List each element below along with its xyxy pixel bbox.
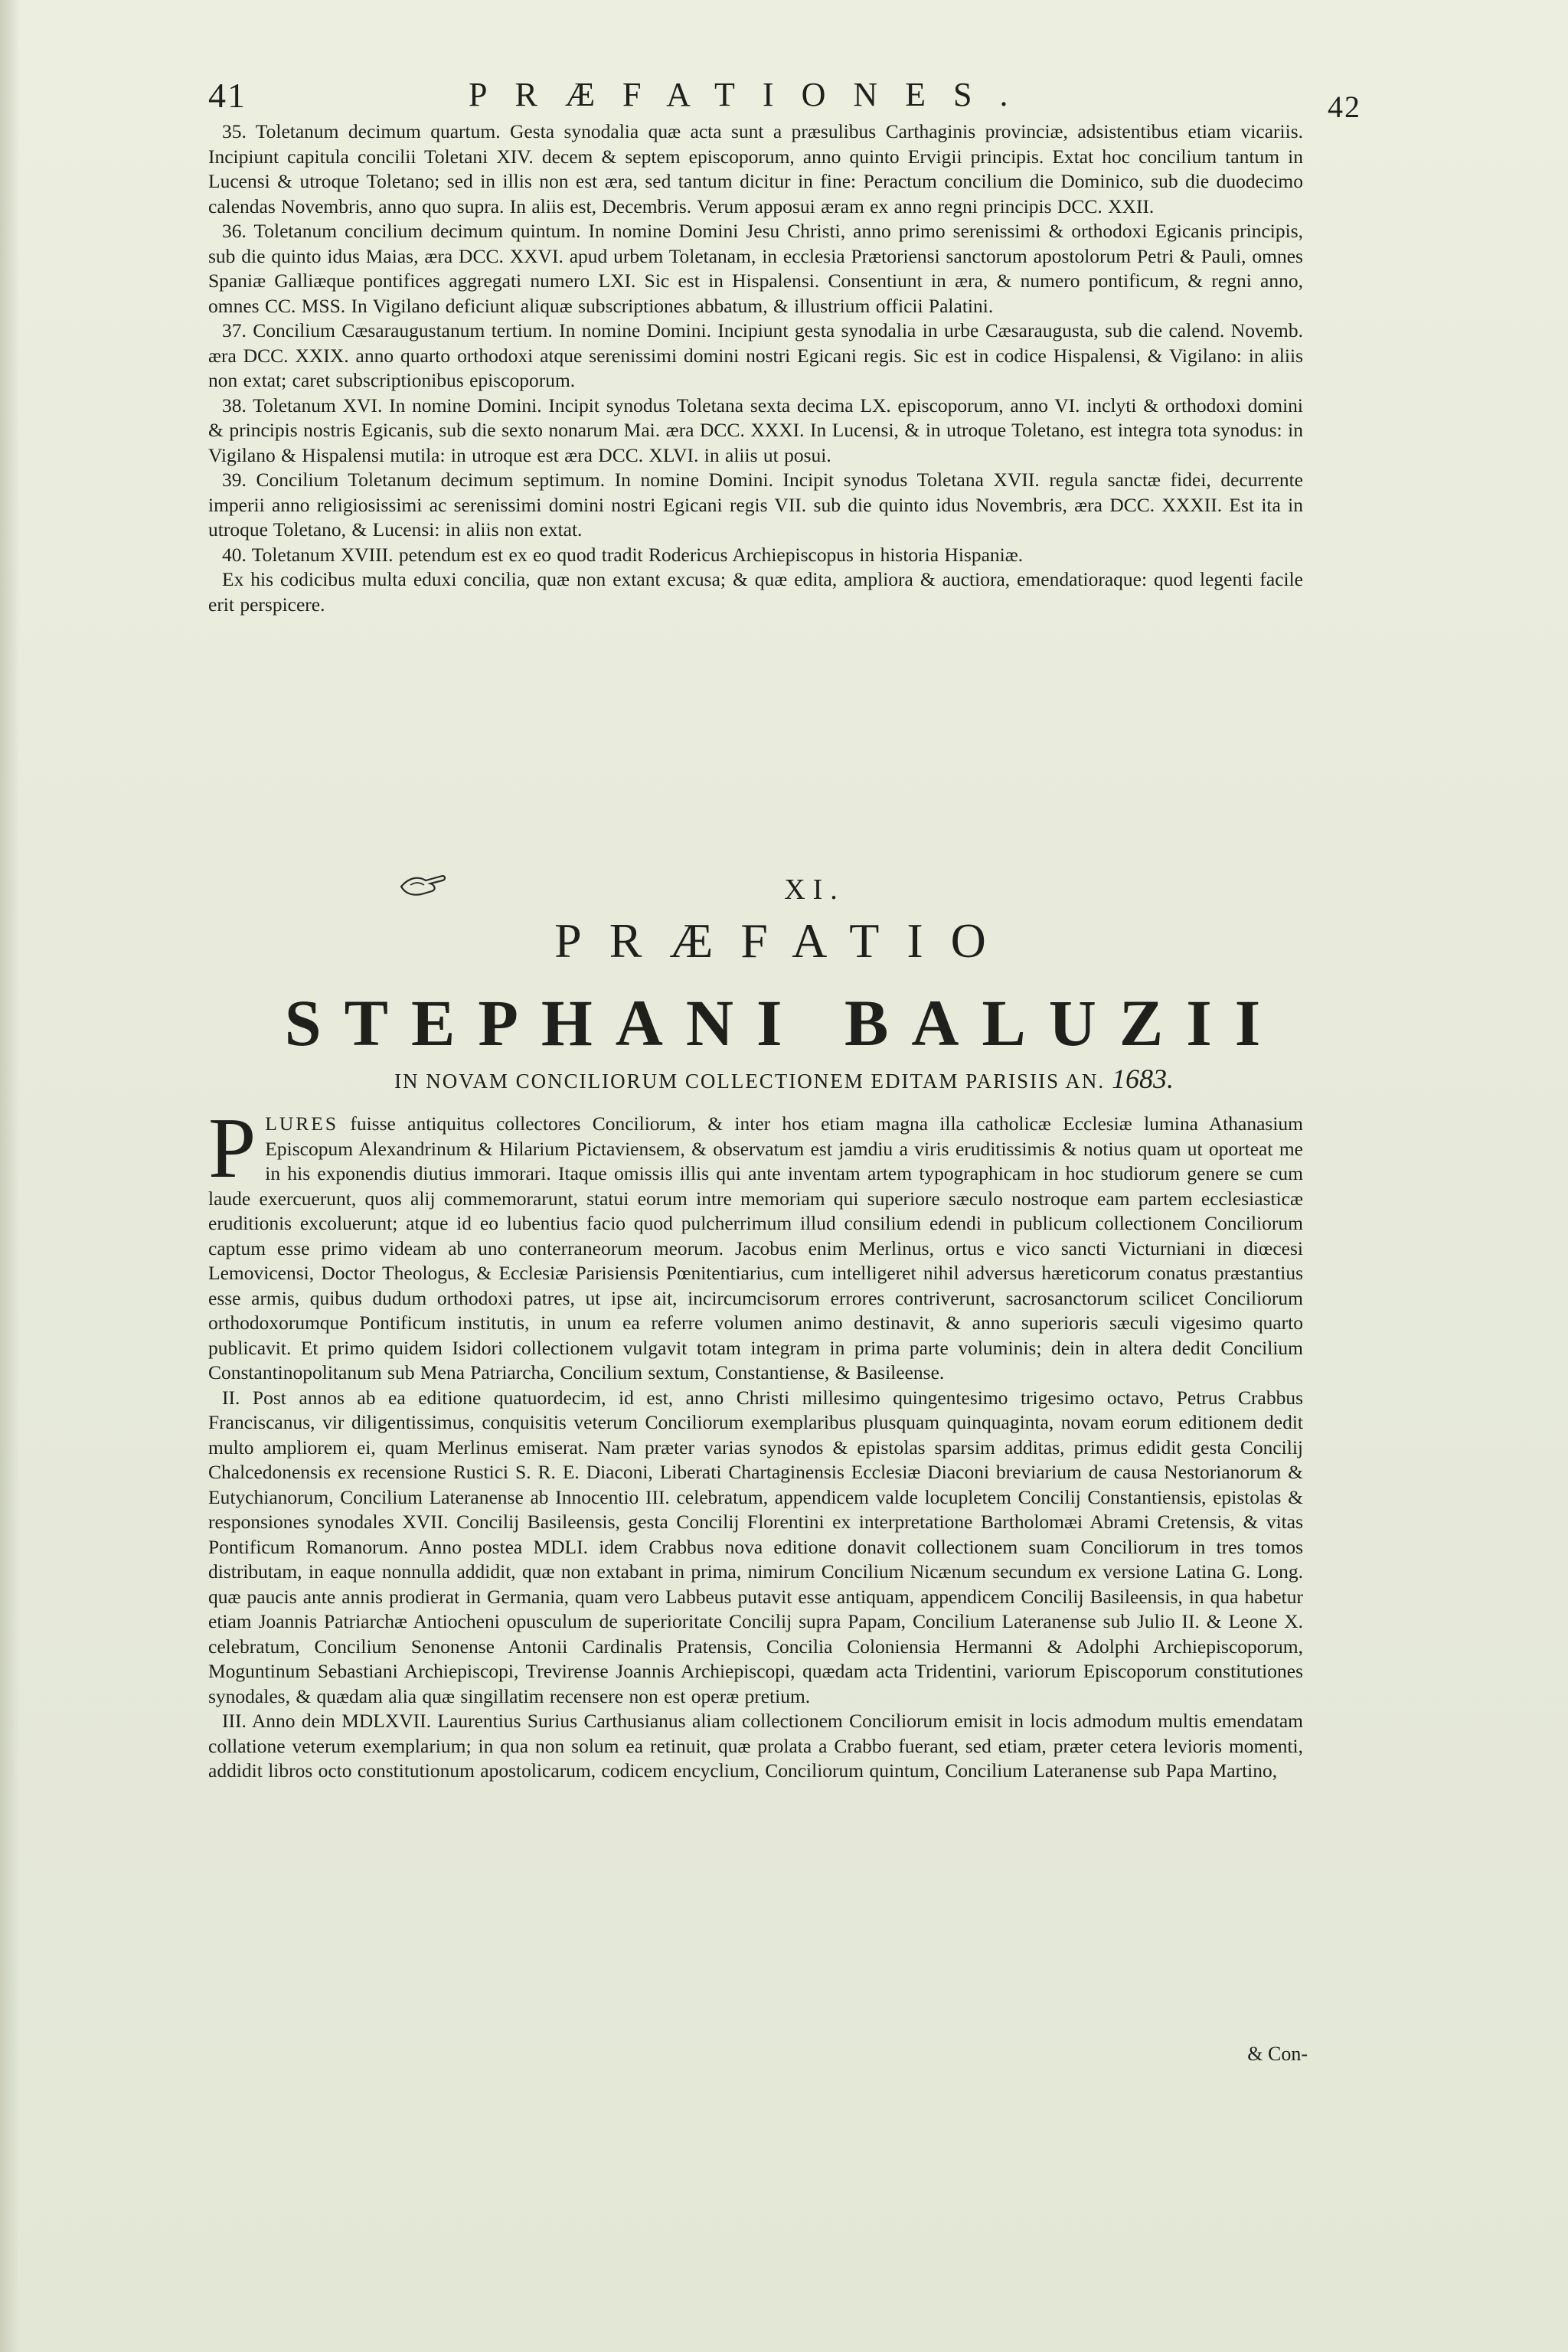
entry-40: 40. Toletanum XVIII. petendum est ex eo quod tradit Rodericus Archiepiscopus in historia Hispaniæ. xyxy=(222,543,1024,566)
preface-heading: PRÆFATIO xyxy=(554,913,1014,968)
body-paragraph-1-text: fuisse antiquitus collectores Conciliorum, & inter hos etiam magna illa catholicæ Ecclesiæ lumina Athanasium Episcopum Alexandrinum & Hilarium Pictaviensem, & observatum est jamdiu a viris eruditissimis & notius quam ut oporteat me in his exponendis diutius immorari. Itaque omissis illis qui ante inventam artem typographicam in hoc studiorum genere se cum laude exercuerunt, quos alij commemorarunt, statui eorum intre memoriam qui superiore sæculo nostroque eam partem ecclesiasticæ eruditionis excoluerunt; atque id eo lubentius facio quod pulcherrimum illud consilium edendi in publicum collectionem Conciliorum captum esse primo videam ab uno conterraneorum meorum. Jacobus enim Merlinus, ortus e vico sancti Victurniani in diœcesi Lemovicensi, Doctor Theologus, & Ecclesiæ Parisiensis Pœnitentiarius, cum intelligeret nihil adversus hæreticorum conatus præstantius esse armis, quibus dudum orthodoxi patres, ut ipse ait, incircumcisorum errores contriverunt, sacrosanctorum scilicet Conciliorum orthodoxorumque Pontificum institutis, in unum ea referre volumen animo destinavit, & anno superioris sæculi vigesimo quarto publicavit. Et primo quidem Isidori collectionem vulgavit totam integram in prima parte voluminis; dein in altera dedit Concilium Constantinopolitanum sub Mena Patriarcha, Concilium sextum, Constantiense, & Basileense. xyxy=(208,1112,1303,1383)
entry-37: 37. Concilium Cæsaraugustanum tertium. In nomine Domini. Incipiunt gesta synodalia in urbe Cæsaraugusta, sub die calend. Novemb. æra DCC. XXIX. anno quarto orthodoxi atque serenissimi domini nostri Egicani regis. Sic est in codice Hispalensi, & Vigilano: in aliis non extat; caret subscriptionibus episcoporum. xyxy=(208,319,1303,391)
preface-subtitle xyxy=(0,1063,1568,1095)
subtitle-text: IN NOVAM CONCILIORUM COLLECTIONEM EDITAM PARISIIS AN. xyxy=(394,1070,1106,1093)
body-paragraph-1 xyxy=(208,1101,1303,1386)
drop-cap: P xyxy=(208,1101,256,1196)
closing-paragraph: Ex his codicibus multa eduxi concilia, quæ non extant excusa; & quæ edita, ampliora & auctiora, emendatioraque: quod legenti facile erit perspicere. xyxy=(208,568,1303,616)
page-header xyxy=(208,75,1361,124)
entry-38: 38. Toletanum XVI. In nomine Domini. Incipit synodus Toletana sexta decima LX. episcoporum, anno VI. inclyti & orthodoxi domini & principis nostris Egicanis, sub die sexto nonarum Mai. æra DCC. XXXI. In Lucensi, & in utroque Toletano, est integra tota synodus: in Vigilano & Hispalensi mutila: in utroque est æra DCC. XLVI. in aliis ut posui. xyxy=(208,394,1303,466)
section-number: XI. xyxy=(784,874,845,906)
body-paragraph-2: II. Post annos ab ea editione quatuordecim, id est, anno Christi millesimo quingentesimo trigesimo octavo, Petrus Crabbus Franciscanus, vir diligentissimus, conquisitis veterum Conciliorum exemplaribus plusquam quinquaginta, novam eorum editionem dedit multo ampliorem ei, quam Merlinus emiserat. Nam præter varias synodos & epistolas sparsim additas, primus edidit gesta Concilij Chalcedonensis ex recensione Rustici S. R. E. Diaconi, Liberati Chartaginensis Ecclesiæ Diaconi breviarium de causa Nestorianorum & Eutychianorum, Concilium Lateranense ab Innocentio III. celebratum, appendicem valde locupletem Concilij Constantiensis, epistolas & responsiones synodales XVII. Concilij Basileensis, gesta Concilij Florentini ex interpretatione Bartholomæi Abrami Cretensis, & vitas Pontificum Romanorum. Anno postea MDLI. idem Crabbus nova editione donavit collectionem suam Conciliorum in tres tomos distributam, in eaque nonnulla addidit, quæ non extabant in prima, nimirum Concilium Nicænum secundum ex versione Latina G. Long. quæ paucis ante annis prodierat in Germania, quam vero Labbeus putavit esse antiquam, appendicem Concilij Basileensis, in qua habetur etiam Joannis Patriarchæ Antiocheni opusculum de superioritate Concilij supra Papam, Concilium Lateranense sub Julio II. & Leone X. celebratum, Concilium Senonense Antonii Cardinalis Pratensis, Concilia Coloniensia Hermanni & Adolphi Archiepiscoporum, Moguntinum Sebastiani Archiepiscopi, Trevirense Joannis Archiepiscopi, quædam acta Tridentini, variorum Episcoporum constitutiones synodales, & quædam alia quæ singillatim recensere non est operæ pretium. xyxy=(208,1386,1303,1707)
body-paragraph-3: III. Anno dein MDLXVII. Laurentius Surius Carthusianus aliam collectionem Conciliorum emisit in locis admodum multis emendatam collatione veterum exemplarium; in qua non solum ea retinuit, quæ prolata a Crabbo fuerant, sed etiam, præter cetera levioris momenti, addidit libros octo constitutionum apostolicarum, codicem encyclium, Conciliorum quintum, Concilium Lateranense sub Papa Martino, xyxy=(208,1710,1303,1782)
running-title: PRÆFATIONES. xyxy=(469,76,1036,113)
page-number-left: 41 xyxy=(208,76,247,115)
entry-39: 39. Concilium Toletanum decimum septimum. In nomine Domini. Incipit synodus Toletana XVII. regula sanctæ fidei, decurrente imperii anno religiosissimi ac serenissimi domini nostri Egicani regis VII. sub die quinto idus Novembris, æra DCC. XXXII. Est ita in utroque Toletano, & Lucensi: in aliis non extat. xyxy=(208,469,1303,541)
page-number-right: 42 xyxy=(1328,90,1361,124)
entry-35: 35. Toletanum decimum quartum. Gesta synodalia quæ acta sunt a præsulibus Carthaginis provinciæ, adsistentibus etiam vicariis. Incipiunt capitula concilii Toletani XIV. decem & septem episcoporum, anno quinto Ervigii principis. Extat hoc concilium tantum in Lucensi & utroque Toletano; sed in illis non est æra, sed tantum dicitur in fine: Peractum concilium die Dominico, sub die duodecimo calendas Novembris, anno quo supra. In aliis est, Decembris. Verum apposui æram ex anno regni principis DCC. XXII. xyxy=(208,120,1303,217)
entry-36: 36. Toletanum concilium decimum quintum. In nomine Domini Jesu Christi, anno primo serenissimi & orthodoxi Egicanis principis, sub die quinto idus Maias, æra DCC. XXVI. apud urbem Toletanam, in ecclesia Prætoriensi sanctorum apostolorum Petri & Pauli, omnes Spaniæ Galliæque pontifices aggregati numero LXI. Sic est in Hispalensi. Consentiunt in æra, & numero pontificum, & regni anno, omnes CC. MSS. In Vigilano deficiunt aliquæ subscriptiones abbatum, & illustrium officii Palatini. xyxy=(208,220,1303,317)
preface-body xyxy=(208,1101,1303,1784)
subtitle-year: 1683. xyxy=(1111,1063,1174,1094)
first-word-rest: LURES xyxy=(265,1112,339,1135)
catchword: & Con- xyxy=(1247,2043,1308,2065)
author-heading: STEPHANI BALUZII xyxy=(284,986,1284,1060)
top-entries xyxy=(208,119,1303,617)
